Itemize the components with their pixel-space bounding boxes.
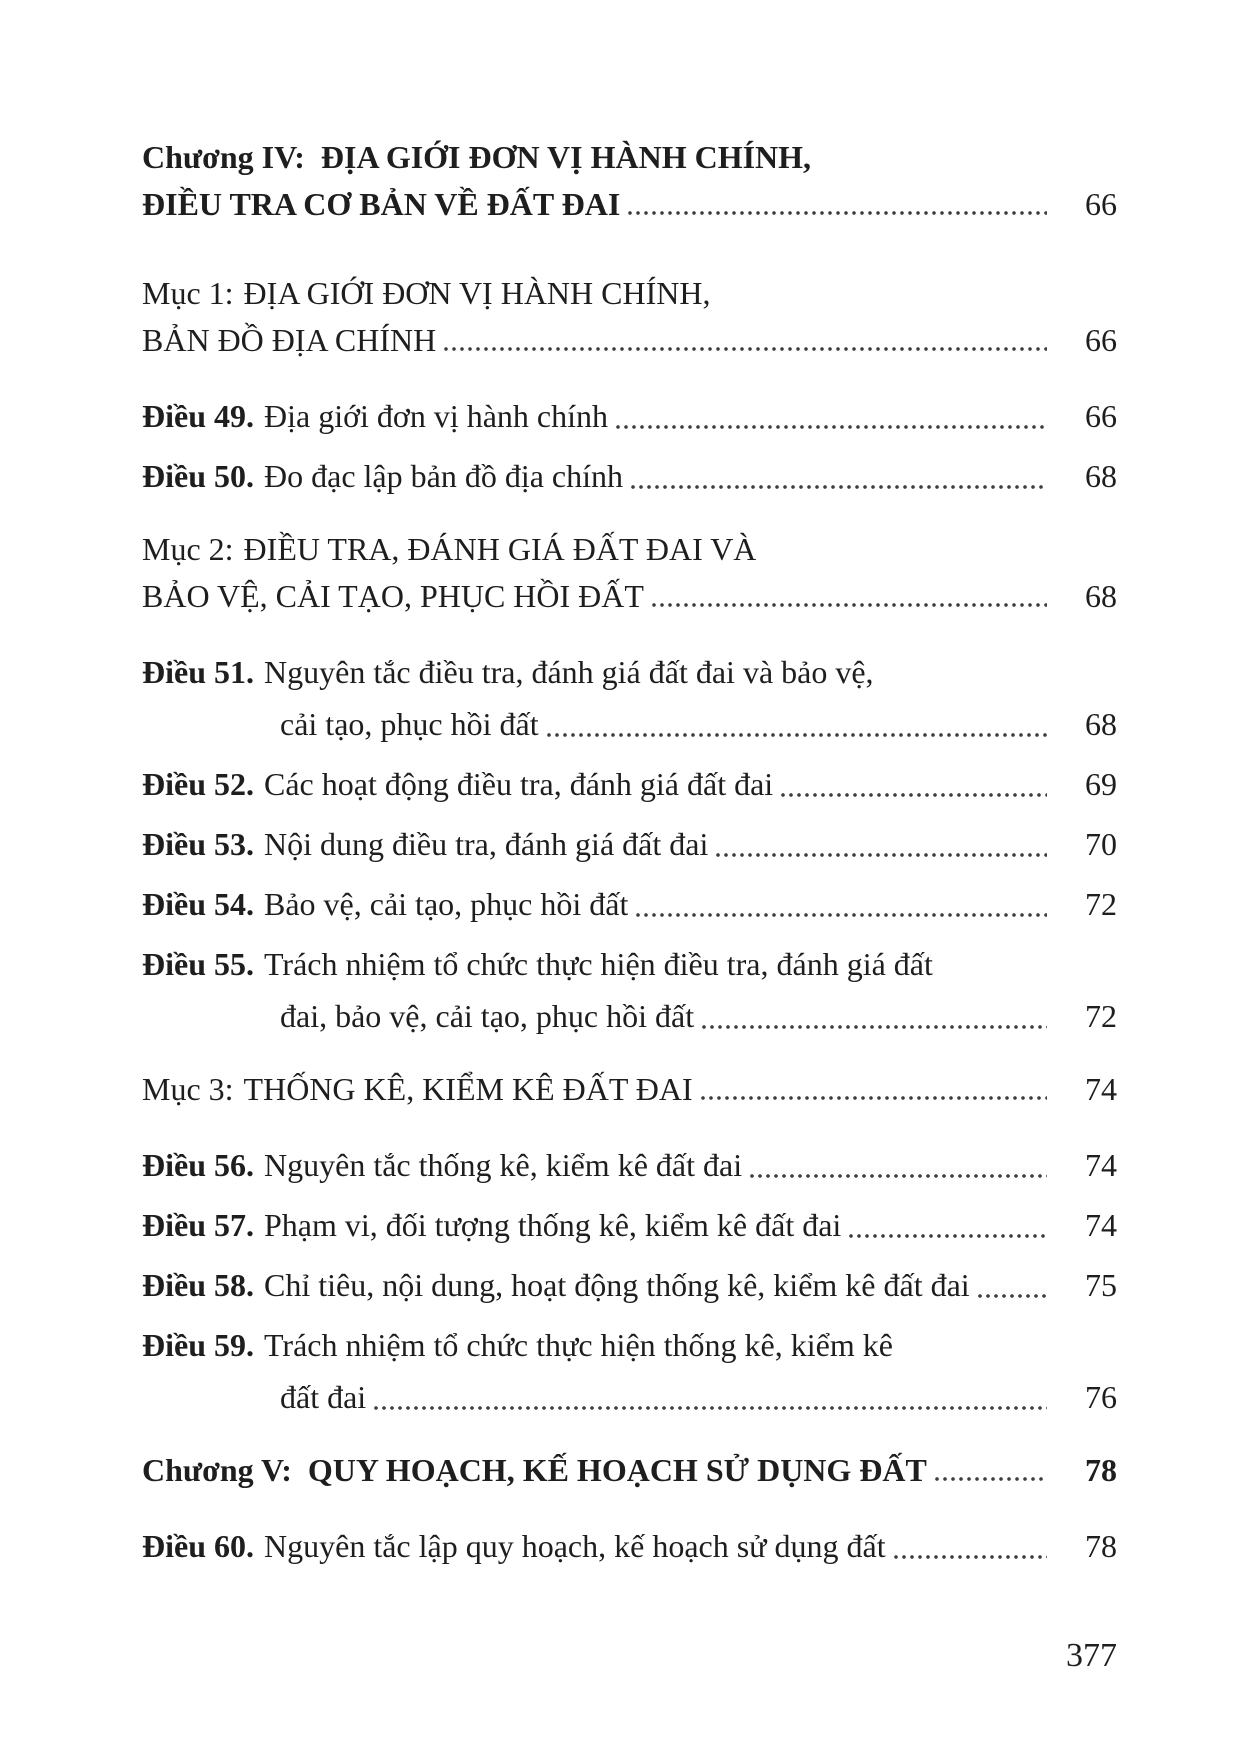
entry-title: Nguyên tắc lập quy hoạch, kế hoạch sử dụng đất bbox=[264, 1528, 886, 1564]
toc-entry-section bbox=[142, 526, 1117, 620]
page-number: 66 bbox=[1085, 186, 1117, 222]
entry-title: Đo đạc lập bản đồ địa chính bbox=[264, 458, 623, 494]
toc-line bbox=[142, 1259, 1117, 1311]
toc-line bbox=[142, 181, 1117, 228]
dot-leader bbox=[442, 317, 1047, 364]
page-number: 66 bbox=[1085, 322, 1117, 358]
entry-title: Bảo vệ, cải tạo, phục hồi đất bbox=[264, 886, 629, 922]
toc-line bbox=[142, 390, 1117, 442]
dot-leader bbox=[372, 1371, 1047, 1423]
dot-leader bbox=[614, 390, 1047, 442]
page-number: 72 bbox=[1085, 886, 1117, 922]
entry-title: Các hoạt động điều tra, đánh giá đất đai bbox=[264, 766, 774, 802]
toc-line bbox=[142, 1319, 1117, 1371]
toc-line bbox=[142, 1199, 1117, 1251]
toc-line bbox=[142, 573, 1117, 620]
toc-entry-article bbox=[142, 1139, 1117, 1191]
page-number: 74 bbox=[1085, 1147, 1117, 1183]
entry-label: Điều 58. bbox=[142, 1267, 254, 1303]
toc-entry-article bbox=[142, 646, 1117, 750]
toc-entry-article bbox=[142, 1319, 1117, 1423]
page-number: 76 bbox=[1085, 1379, 1117, 1415]
entry-label: Điều 51. bbox=[142, 654, 254, 690]
entry-title: đất đai bbox=[280, 1379, 367, 1415]
toc-line bbox=[142, 938, 1117, 990]
toc-entry-article bbox=[142, 390, 1117, 442]
entry-label: Chương V: bbox=[142, 1452, 292, 1488]
toc-entry-chapter bbox=[142, 134, 1117, 228]
page-number: 68 bbox=[1085, 578, 1117, 614]
entry-title: ĐỊA GIỚI ĐƠN VỊ HÀNH CHÍNH, bbox=[243, 275, 711, 311]
entry-title: Địa giới đơn vị hành chính bbox=[264, 398, 609, 434]
toc-entry-article bbox=[142, 818, 1117, 870]
toc-line bbox=[142, 646, 1117, 698]
entry-label: Điều 49. bbox=[142, 398, 254, 434]
entry-title: Nguyên tắc điều tra, đánh giá đất đai và bảo vệ, bbox=[264, 654, 874, 690]
toc bbox=[142, 134, 1117, 1580]
entry-title: ĐIỀU TRA CƠ BẢN VỀ ĐẤT ĐAI bbox=[142, 186, 621, 222]
dot-leader bbox=[933, 1447, 1047, 1494]
toc-line bbox=[142, 1371, 1117, 1423]
toc-entry-article bbox=[142, 758, 1117, 810]
dot-leader bbox=[700, 990, 1047, 1042]
entry-title: QUY HOẠCH, KẾ HOẠCH SỬ DỤNG ĐẤT bbox=[307, 1452, 927, 1488]
entry-title: BẢO VỆ, CẢI TẠO, PHỤC HỒI ĐẤT bbox=[142, 578, 644, 614]
toc-line bbox=[142, 990, 1117, 1042]
dot-leader bbox=[545, 698, 1047, 750]
dot-leader bbox=[892, 1520, 1047, 1572]
dot-leader bbox=[714, 818, 1047, 870]
entry-title: đai, bảo vệ, cải tạo, phục hồi đất bbox=[280, 998, 695, 1034]
page-number: 78 bbox=[1085, 1528, 1117, 1564]
dot-leader bbox=[976, 1259, 1047, 1311]
toc-line bbox=[142, 270, 1117, 317]
entry-label: Điều 52. bbox=[142, 766, 254, 802]
entry-label: Điều 56. bbox=[142, 1147, 254, 1183]
dot-leader bbox=[847, 1199, 1047, 1251]
toc-line bbox=[142, 878, 1117, 930]
page-number: 68 bbox=[1085, 706, 1117, 742]
page-number: 74 bbox=[1085, 1207, 1117, 1243]
toc-entry-article bbox=[142, 938, 1117, 1042]
toc-line bbox=[142, 1066, 1117, 1113]
toc-line bbox=[142, 526, 1117, 573]
dot-leader bbox=[779, 758, 1047, 810]
entry-title: Nội dung điều tra, đánh giá đất đai bbox=[264, 826, 709, 862]
entry-title: Nguyên tắc thống kê, kiểm kê đất đai bbox=[264, 1147, 743, 1183]
toc-line bbox=[142, 698, 1117, 750]
entry-title: ĐIỀU TRA, ĐÁNH GIÁ ĐẤT ĐAI VÀ bbox=[243, 531, 757, 567]
toc-line bbox=[142, 134, 1117, 181]
toc-line bbox=[142, 1447, 1117, 1494]
dot-leader bbox=[634, 878, 1047, 930]
toc-entry-section bbox=[142, 1066, 1117, 1113]
entry-label: Mục 2: bbox=[142, 531, 234, 567]
entry-title: ĐỊA GIỚI ĐƠN VỊ HÀNH CHÍNH, bbox=[320, 139, 812, 175]
page-number: 72 bbox=[1085, 998, 1117, 1034]
toc-entry-article bbox=[142, 1259, 1117, 1311]
page-number: 69 bbox=[1085, 766, 1117, 802]
entry-label: Chương IV: bbox=[142, 139, 305, 175]
entry-label: Mục 3: bbox=[142, 1071, 234, 1107]
entry-label: Điều 54. bbox=[142, 886, 254, 922]
toc-entry-chapter bbox=[142, 1447, 1117, 1494]
entry-label: Điều 55. bbox=[142, 946, 254, 982]
toc-entry-section bbox=[142, 270, 1117, 364]
toc-entry-article bbox=[142, 1199, 1117, 1251]
page-number: 78 bbox=[1085, 1452, 1117, 1488]
page-number: 70 bbox=[1085, 826, 1117, 862]
entry-title: Chỉ tiêu, nội dung, hoạt động thống kê, kiểm kê đất đai bbox=[264, 1267, 970, 1303]
entry-title: cải tạo, phục hồi đất bbox=[280, 706, 539, 742]
toc-line bbox=[142, 1520, 1117, 1572]
dot-leader bbox=[629, 450, 1047, 502]
toc-line bbox=[142, 1139, 1117, 1191]
dot-leader bbox=[699, 1066, 1047, 1113]
entry-title: Trách nhiệm tổ chức thực hiện điều tra, đánh giá đất bbox=[264, 946, 933, 982]
entry-label: Điều 50. bbox=[142, 458, 254, 494]
dot-leader bbox=[626, 181, 1047, 228]
toc-line bbox=[142, 758, 1117, 810]
page-number: 68 bbox=[1085, 458, 1117, 494]
toc-entry-article bbox=[142, 1520, 1117, 1572]
entry-label: Điều 53. bbox=[142, 826, 254, 862]
page-number: 75 bbox=[1085, 1267, 1117, 1303]
toc-line bbox=[142, 317, 1117, 364]
dot-leader bbox=[748, 1139, 1047, 1191]
toc-line bbox=[142, 450, 1117, 502]
entry-label: Điều 60. bbox=[142, 1528, 254, 1564]
toc-entry-article bbox=[142, 878, 1117, 930]
toc-entry-article bbox=[142, 450, 1117, 502]
page-number: 74 bbox=[1085, 1071, 1117, 1107]
entry-label: Điều 59. bbox=[142, 1327, 254, 1363]
entry-label: Mục 1: bbox=[142, 275, 234, 311]
entry-label: Điều 57. bbox=[142, 1207, 254, 1243]
entry-title: Phạm vi, đối tượng thống kê, kiểm kê đất đai bbox=[264, 1207, 842, 1243]
dot-leader bbox=[650, 573, 1047, 620]
entry-title: Trách nhiệm tổ chức thực hiện thống kê, kiểm kê bbox=[264, 1327, 893, 1363]
toc-line bbox=[142, 818, 1117, 870]
entry-title: BẢN ĐỒ ĐỊA CHÍNH bbox=[142, 322, 437, 358]
entry-title: THỐNG KÊ, KIỂM KÊ ĐẤT ĐAI bbox=[243, 1071, 693, 1107]
page-number: 66 bbox=[1085, 398, 1117, 434]
page-number-folio: 377 bbox=[1066, 1637, 1117, 1674]
